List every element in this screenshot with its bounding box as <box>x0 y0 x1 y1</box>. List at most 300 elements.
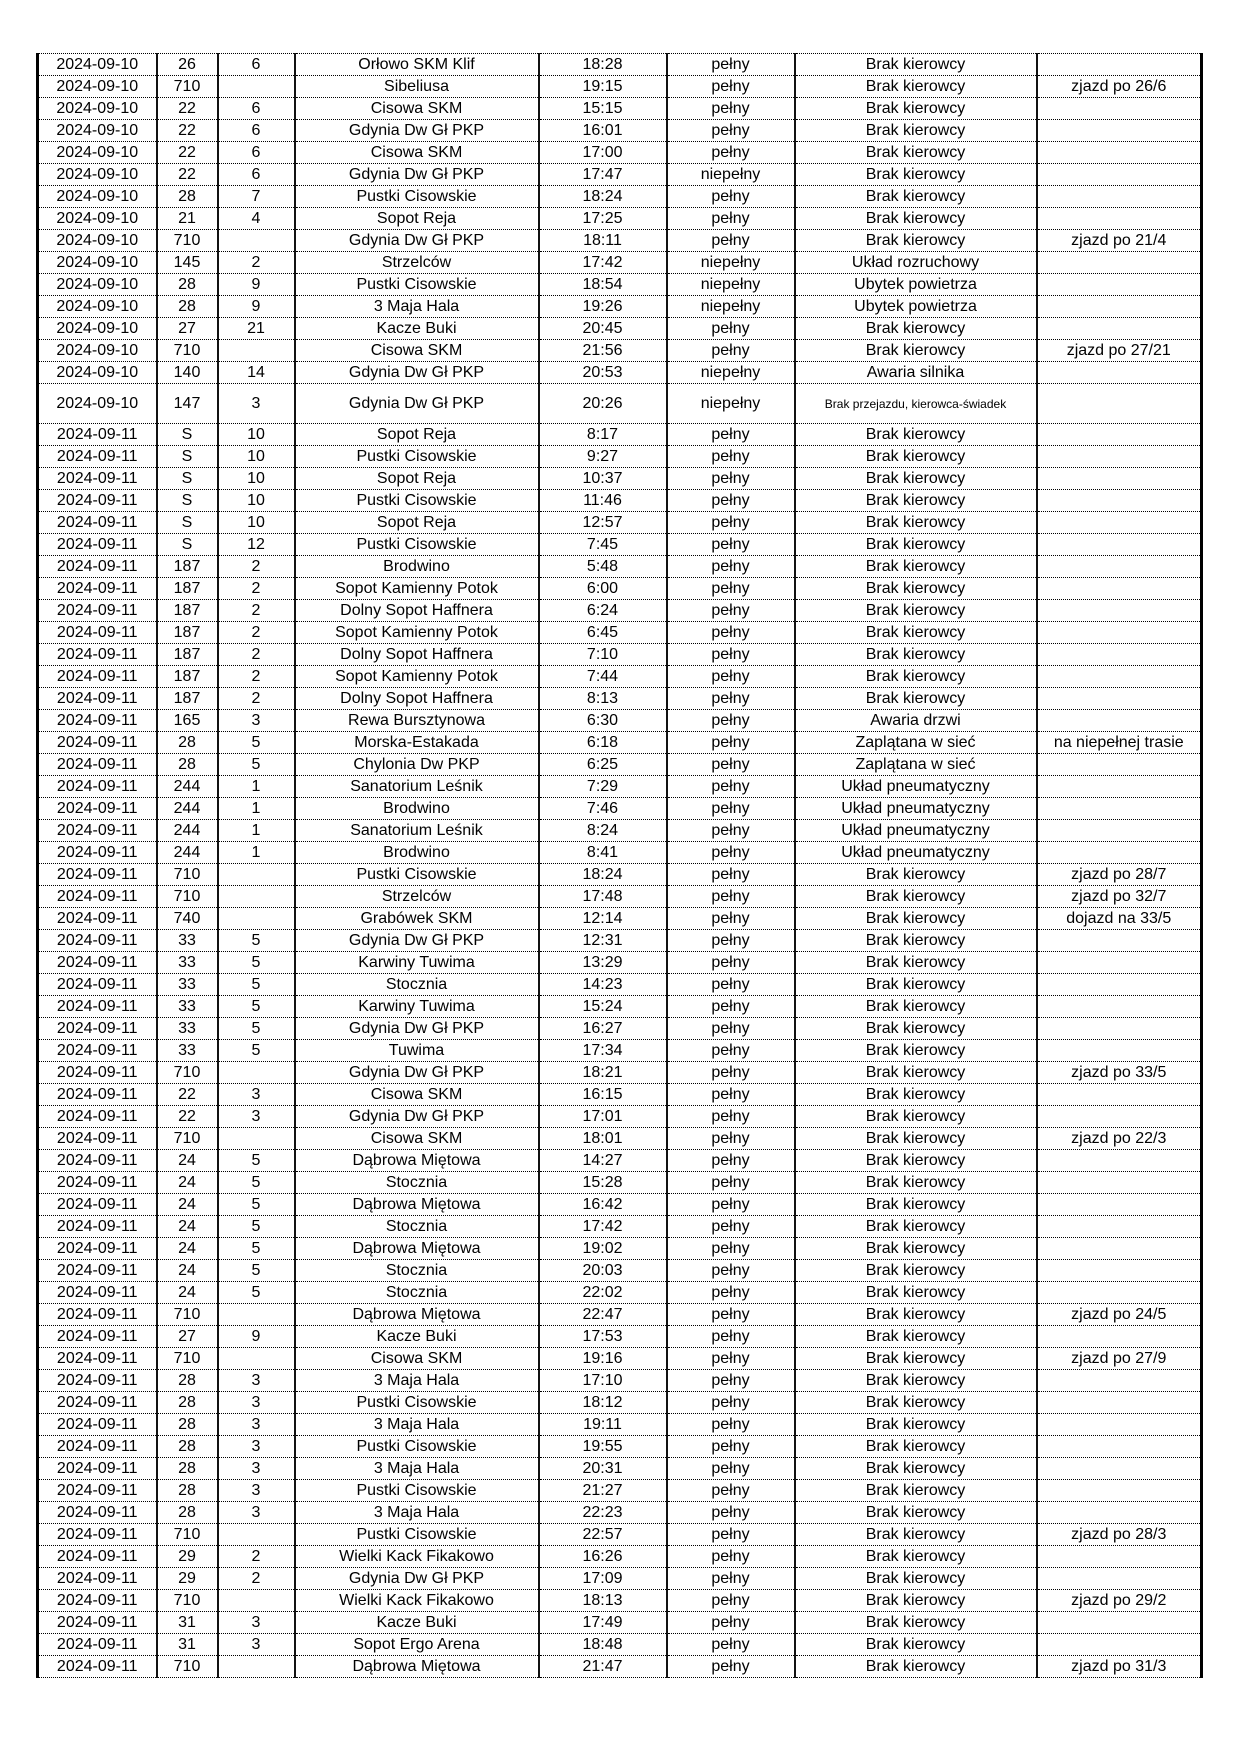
cell-line: 140 <box>157 362 218 384</box>
cell-note <box>1037 600 1202 622</box>
cell-stop: Sopot Reja <box>295 424 539 446</box>
cell-course-status: pełny <box>667 1040 795 1062</box>
cell-brigade: 5 <box>218 1216 295 1238</box>
cell-brigade: 9 <box>218 1326 295 1348</box>
table-row <box>38 1062 1202 1084</box>
cell-reason: Brak kierowcy <box>795 1590 1037 1612</box>
cell-course-status: pełny <box>667 1414 795 1436</box>
cell-note <box>1037 1150 1202 1172</box>
cell-time: 18:11 <box>539 230 667 252</box>
cell-stop: Wielki Kack Fikakowo <box>295 1590 539 1612</box>
cell-reason: Brak kierowcy <box>795 318 1037 340</box>
cell-stop: Gdynia Dw Gł PKP <box>295 1568 539 1590</box>
cell-brigade: 3 <box>218 1084 295 1106</box>
cell-brigade: 3 <box>218 1414 295 1436</box>
cell-line: 24 <box>157 1216 218 1238</box>
cell-time: 22:57 <box>539 1524 667 1546</box>
cell-course-status: pełny <box>667 688 795 710</box>
cell-reason: Brak kierowcy <box>795 1656 1037 1678</box>
cell-time: 11:46 <box>539 490 667 512</box>
cell-date: 2024-09-11 <box>38 1018 157 1040</box>
cell-brigade: 5 <box>218 1260 295 1282</box>
cell-stop: Dąbrowa Miętowa <box>295 1304 539 1326</box>
cell-date: 2024-09-11 <box>38 1568 157 1590</box>
cell-stop: Morska-Estakada <box>295 732 539 754</box>
cell-time: 17:48 <box>539 886 667 908</box>
cell-note <box>1037 842 1202 864</box>
table-row <box>38 1106 1202 1128</box>
cell-stop: Sopot Kamienny Potok <box>295 578 539 600</box>
table-row <box>38 732 1202 754</box>
cell-time: 21:47 <box>539 1656 667 1678</box>
cell-date: 2024-09-10 <box>38 318 157 340</box>
cell-stop: Chylonia Dw PKP <box>295 754 539 776</box>
cell-time: 19:15 <box>539 76 667 98</box>
cell-reason: Ubytek powietrza <box>795 274 1037 296</box>
cell-reason: Brak kierowcy <box>795 1414 1037 1436</box>
table-row <box>38 908 1202 930</box>
cell-reason: Brak kierowcy <box>795 1128 1037 1150</box>
cell-line: 28 <box>157 274 218 296</box>
table-row <box>38 776 1202 798</box>
cell-date: 2024-09-11 <box>38 952 157 974</box>
cell-date: 2024-09-11 <box>38 1524 157 1546</box>
cell-stop: Stocznia <box>295 1172 539 1194</box>
cell-date: 2024-09-10 <box>38 142 157 164</box>
cell-date: 2024-09-11 <box>38 644 157 666</box>
cell-note <box>1037 1370 1202 1392</box>
table-row <box>38 340 1202 362</box>
cell-brigade: 14 <box>218 362 295 384</box>
cell-brigade: 1 <box>218 820 295 842</box>
cell-brigade: 9 <box>218 296 295 318</box>
cell-note <box>1037 164 1202 186</box>
cell-note <box>1037 384 1202 424</box>
cell-course-status: pełny <box>667 186 795 208</box>
cell-note <box>1037 622 1202 644</box>
cell-date: 2024-09-11 <box>38 908 157 930</box>
cell-reason: Brak kierowcy <box>795 512 1037 534</box>
cell-time: 7:46 <box>539 798 667 820</box>
cell-reason: Brak kierowcy <box>795 1612 1037 1634</box>
cell-brigade: 6 <box>218 164 295 186</box>
cell-stop: Dolny Sopot Haffnera <box>295 644 539 666</box>
cell-course-status: pełny <box>667 490 795 512</box>
cell-time: 6:00 <box>539 578 667 600</box>
cell-line: 31 <box>157 1634 218 1656</box>
table-row <box>38 1172 1202 1194</box>
cell-reason: Brak kierowcy <box>795 886 1037 908</box>
cell-stop: Pustki Cisowskie <box>295 1392 539 1414</box>
cell-note <box>1037 798 1202 820</box>
cell-course-status: pełny <box>667 1018 795 1040</box>
table-row <box>38 1348 1202 1370</box>
cell-brigade: 6 <box>218 98 295 120</box>
cell-stop: Pustki Cisowskie <box>295 1524 539 1546</box>
cell-date: 2024-09-11 <box>38 1194 157 1216</box>
cell-time: 17:25 <box>539 208 667 230</box>
cell-stop: Sopot Reja <box>295 208 539 230</box>
cell-stop: Tuwima <box>295 1040 539 1062</box>
cell-date: 2024-09-10 <box>38 164 157 186</box>
table-row <box>38 98 1202 120</box>
cell-line: 244 <box>157 820 218 842</box>
table-row <box>38 1326 1202 1348</box>
table-row <box>38 446 1202 468</box>
cell-time: 5:48 <box>539 556 667 578</box>
cell-course-status: pełny <box>667 1194 795 1216</box>
cell-line: 244 <box>157 798 218 820</box>
cell-time: 20:31 <box>539 1458 667 1480</box>
cell-time: 12:31 <box>539 930 667 952</box>
cell-stop: Kacze Buki <box>295 1612 539 1634</box>
table-row <box>38 578 1202 600</box>
cell-line: 33 <box>157 930 218 952</box>
cell-time: 14:23 <box>539 974 667 996</box>
cell-stop: 3 Maja Hala <box>295 1370 539 1392</box>
cell-reason: Brak kierowcy <box>795 996 1037 1018</box>
cell-course-status: pełny <box>667 1062 795 1084</box>
cell-note <box>1037 1084 1202 1106</box>
cell-date: 2024-09-11 <box>38 534 157 556</box>
cell-course-status: pełny <box>667 1634 795 1656</box>
cell-brigade <box>218 864 295 886</box>
table-row <box>38 798 1202 820</box>
cell-course-status: pełny <box>667 1656 795 1678</box>
table-row <box>38 1502 1202 1524</box>
cell-note <box>1037 1040 1202 1062</box>
cell-reason: Brak kierowcy <box>795 864 1037 886</box>
cell-reason: Brak kierowcy <box>795 578 1037 600</box>
cell-line: 33 <box>157 974 218 996</box>
cell-time: 21:56 <box>539 340 667 362</box>
cell-stop: Stocznia <box>295 974 539 996</box>
cell-brigade: 3 <box>218 710 295 732</box>
cell-note: zjazd po 21/4 <box>1037 230 1202 252</box>
cell-brigade: 3 <box>218 1392 295 1414</box>
table-row <box>38 1084 1202 1106</box>
cell-reason: Ubytek powietrza <box>795 296 1037 318</box>
cell-line: 187 <box>157 600 218 622</box>
cell-date: 2024-09-10 <box>38 230 157 252</box>
cell-stop: Pustki Cisowskie <box>295 274 539 296</box>
cell-course-status: pełny <box>667 1590 795 1612</box>
cell-time: 12:57 <box>539 512 667 534</box>
cell-course-status: pełny <box>667 1502 795 1524</box>
cell-line: 26 <box>157 54 218 76</box>
table-row <box>38 362 1202 384</box>
cell-line: 244 <box>157 842 218 864</box>
cell-line: 710 <box>157 230 218 252</box>
cell-brigade: 1 <box>218 776 295 798</box>
cell-brigade: 6 <box>218 120 295 142</box>
cell-date: 2024-09-11 <box>38 886 157 908</box>
cell-stop: Pustki Cisowskie <box>295 534 539 556</box>
cell-time: 17:47 <box>539 164 667 186</box>
cell-note: zjazd po 32/7 <box>1037 886 1202 908</box>
cell-note <box>1037 1392 1202 1414</box>
cell-stop: Gdynia Dw Gł PKP <box>295 120 539 142</box>
cell-line: 22 <box>157 98 218 120</box>
table-row <box>38 1194 1202 1216</box>
cell-course-status: pełny <box>667 142 795 164</box>
cell-date: 2024-09-10 <box>38 252 157 274</box>
cell-time: 18:24 <box>539 186 667 208</box>
cell-note <box>1037 1634 1202 1656</box>
cell-course-status: pełny <box>667 644 795 666</box>
cell-brigade <box>218 1348 295 1370</box>
cell-reason: Brak kierowcy <box>795 930 1037 952</box>
cell-reason: Brak kierowcy <box>795 490 1037 512</box>
cell-time: 18:28 <box>539 54 667 76</box>
cell-brigade: 5 <box>218 1172 295 1194</box>
cell-line: 22 <box>157 120 218 142</box>
cell-stop: Dolny Sopot Haffnera <box>295 688 539 710</box>
cell-line: 710 <box>157 1062 218 1084</box>
cell-brigade: 3 <box>218 1634 295 1656</box>
table-row <box>38 252 1202 274</box>
cell-brigade: 2 <box>218 252 295 274</box>
cell-brigade: 6 <box>218 54 295 76</box>
cell-note <box>1037 252 1202 274</box>
cell-brigade <box>218 1128 295 1150</box>
cell-line: 28 <box>157 732 218 754</box>
cell-time: 19:26 <box>539 296 667 318</box>
cell-date: 2024-09-11 <box>38 776 157 798</box>
table-row <box>38 1612 1202 1634</box>
cell-note <box>1037 1480 1202 1502</box>
cell-brigade: 5 <box>218 996 295 1018</box>
cell-time: 19:11 <box>539 1414 667 1436</box>
cell-time: 18:24 <box>539 864 667 886</box>
cell-date: 2024-09-11 <box>38 1106 157 1128</box>
cell-brigade <box>218 340 295 362</box>
table-row <box>38 1238 1202 1260</box>
cell-note <box>1037 1216 1202 1238</box>
table-row <box>38 754 1202 776</box>
cell-stop: Gdynia Dw Gł PKP <box>295 1018 539 1040</box>
cell-course-status: pełny <box>667 318 795 340</box>
cell-date: 2024-09-11 <box>38 578 157 600</box>
cell-course-status: niepełny <box>667 296 795 318</box>
cell-date: 2024-09-11 <box>38 600 157 622</box>
cell-stop: Gdynia Dw Gł PKP <box>295 230 539 252</box>
cell-date: 2024-09-11 <box>38 1260 157 1282</box>
cell-stop: Dąbrowa Miętowa <box>295 1150 539 1172</box>
cell-date: 2024-09-11 <box>38 512 157 534</box>
cell-date: 2024-09-11 <box>38 798 157 820</box>
table-row <box>38 1458 1202 1480</box>
cell-line: 147 <box>157 384 218 424</box>
cell-stop: Brodwino <box>295 798 539 820</box>
cell-stop: Cisowa SKM <box>295 98 539 120</box>
table-row <box>38 710 1202 732</box>
cell-brigade: 3 <box>218 1480 295 1502</box>
cell-course-status: pełny <box>667 996 795 1018</box>
cell-note: na niepełnej trasie <box>1037 732 1202 754</box>
table-row <box>38 1414 1202 1436</box>
cell-brigade: 2 <box>218 556 295 578</box>
cell-stop: Gdynia Dw Gł PKP <box>295 384 539 424</box>
cell-reason: Brak kierowcy <box>795 622 1037 644</box>
cell-brigade: 6 <box>218 142 295 164</box>
cell-date: 2024-09-11 <box>38 1084 157 1106</box>
cell-time: 10:37 <box>539 468 667 490</box>
cell-date: 2024-09-11 <box>38 1612 157 1634</box>
table-row <box>38 164 1202 186</box>
table-row <box>38 318 1202 340</box>
cell-note: dojazd na 33/5 <box>1037 908 1202 930</box>
cell-date: 2024-09-11 <box>38 1282 157 1304</box>
table-row <box>38 1040 1202 1062</box>
cell-stop: Gdynia Dw Gł PKP <box>295 1062 539 1084</box>
cell-note <box>1037 952 1202 974</box>
table-row <box>38 142 1202 164</box>
cell-line: 33 <box>157 1018 218 1040</box>
table-row <box>38 1216 1202 1238</box>
cell-line: 145 <box>157 252 218 274</box>
cell-course-status: pełny <box>667 1326 795 1348</box>
cell-line: 28 <box>157 1392 218 1414</box>
table-row <box>38 186 1202 208</box>
cell-reason: Brak kierowcy <box>795 1370 1037 1392</box>
cell-reason: Brak kierowcy <box>795 468 1037 490</box>
cell-time: 17:42 <box>539 252 667 274</box>
table-row <box>38 974 1202 996</box>
table-row <box>38 384 1202 424</box>
cell-line: 187 <box>157 622 218 644</box>
cell-date: 2024-09-10 <box>38 98 157 120</box>
cell-reason: Brak kierowcy <box>795 1480 1037 1502</box>
cell-line: 22 <box>157 142 218 164</box>
cell-stop: Pustki Cisowskie <box>295 864 539 886</box>
cell-reason: Brak kierowcy <box>795 230 1037 252</box>
cell-note <box>1037 974 1202 996</box>
cell-line: 710 <box>157 1590 218 1612</box>
cell-note <box>1037 274 1202 296</box>
table-row <box>38 296 1202 318</box>
cell-course-status: pełny <box>667 1238 795 1260</box>
cell-reason: Brak kierowcy <box>795 952 1037 974</box>
cell-reason: Brak kierowcy <box>795 1106 1037 1128</box>
cell-note <box>1037 644 1202 666</box>
cell-course-status: pełny <box>667 230 795 252</box>
cell-date: 2024-09-10 <box>38 208 157 230</box>
cell-stop: Sanatorium Leśnik <box>295 820 539 842</box>
cell-date: 2024-09-11 <box>38 1216 157 1238</box>
cell-reason: Brak kierowcy <box>795 974 1037 996</box>
cell-line: 187 <box>157 556 218 578</box>
cell-note <box>1037 1282 1202 1304</box>
cell-reason: Brak kierowcy <box>795 1018 1037 1040</box>
cell-brigade: 3 <box>218 384 295 424</box>
cell-course-status: pełny <box>667 1260 795 1282</box>
cell-course-status: pełny <box>667 1370 795 1392</box>
cell-line: 187 <box>157 578 218 600</box>
cell-line: 28 <box>157 186 218 208</box>
cell-date: 2024-09-11 <box>38 1634 157 1656</box>
cell-stop: Karwiny Tuwima <box>295 952 539 974</box>
cell-date: 2024-09-11 <box>38 1062 157 1084</box>
cell-reason: Brak kierowcy <box>795 76 1037 98</box>
cell-stop: 3 Maja Hala <box>295 1502 539 1524</box>
table-row <box>38 622 1202 644</box>
cell-note <box>1037 490 1202 512</box>
cell-time: 18:12 <box>539 1392 667 1414</box>
cell-time: 17:49 <box>539 1612 667 1634</box>
cell-course-status: pełny <box>667 76 795 98</box>
table-row <box>38 1370 1202 1392</box>
cell-stop: Gdynia Dw Gł PKP <box>295 1106 539 1128</box>
cell-time: 17:10 <box>539 1370 667 1392</box>
table-row <box>38 930 1202 952</box>
cell-stop: Karwiny Tuwima <box>295 996 539 1018</box>
cell-course-status: pełny <box>667 1458 795 1480</box>
cell-stop: Brodwino <box>295 842 539 864</box>
cell-note: zjazd po 26/6 <box>1037 76 1202 98</box>
cell-note <box>1037 556 1202 578</box>
cell-line: 28 <box>157 296 218 318</box>
table-row <box>38 424 1202 446</box>
cell-stop: Sopot Reja <box>295 468 539 490</box>
cell-stop: Dolny Sopot Haffnera <box>295 600 539 622</box>
table-row <box>38 490 1202 512</box>
cell-note <box>1037 1194 1202 1216</box>
cell-line: 21 <box>157 208 218 230</box>
cell-course-status: pełny <box>667 710 795 732</box>
cell-line: 187 <box>157 688 218 710</box>
cell-brigade: 5 <box>218 732 295 754</box>
cell-reason: Brak kierowcy <box>795 340 1037 362</box>
cell-note: zjazd po 31/3 <box>1037 1656 1202 1678</box>
cell-date: 2024-09-11 <box>38 490 157 512</box>
cell-course-status: niepełny <box>667 164 795 186</box>
cell-course-status: pełny <box>667 732 795 754</box>
cell-line: 165 <box>157 710 218 732</box>
cell-reason: Brak kierowcy <box>795 1194 1037 1216</box>
cell-stop: Sopot Kamienny Potok <box>295 666 539 688</box>
cell-stop: Cisowa SKM <box>295 1348 539 1370</box>
cell-date: 2024-09-11 <box>38 1040 157 1062</box>
table-row <box>38 1656 1202 1678</box>
cell-date: 2024-09-11 <box>38 1546 157 1568</box>
cell-note <box>1037 1414 1202 1436</box>
cell-line: 24 <box>157 1150 218 1172</box>
cell-reason: Brak kierowcy <box>795 208 1037 230</box>
cell-brigade: 3 <box>218 1502 295 1524</box>
cell-reason: Brak kierowcy <box>795 1282 1037 1304</box>
cell-stop: Kacze Buki <box>295 318 539 340</box>
cell-brigade: 3 <box>218 1370 295 1392</box>
cell-time: 20:45 <box>539 318 667 340</box>
cell-reason: Brak kierowcy <box>795 534 1037 556</box>
cell-brigade: 4 <box>218 208 295 230</box>
cell-date: 2024-09-10 <box>38 186 157 208</box>
cell-course-status: pełny <box>667 534 795 556</box>
cell-brigade: 2 <box>218 1568 295 1590</box>
cell-reason: Brak kierowcy <box>795 98 1037 120</box>
table-row <box>38 274 1202 296</box>
cell-date: 2024-09-10 <box>38 340 157 362</box>
cell-course-status: pełny <box>667 666 795 688</box>
cell-time: 7:44 <box>539 666 667 688</box>
cell-time: 22:02 <box>539 1282 667 1304</box>
cell-brigade: 10 <box>218 468 295 490</box>
cell-course-status: niepełny <box>667 252 795 274</box>
cell-course-status: pełny <box>667 54 795 76</box>
cell-date: 2024-09-11 <box>38 1370 157 1392</box>
cell-course-status: pełny <box>667 908 795 930</box>
